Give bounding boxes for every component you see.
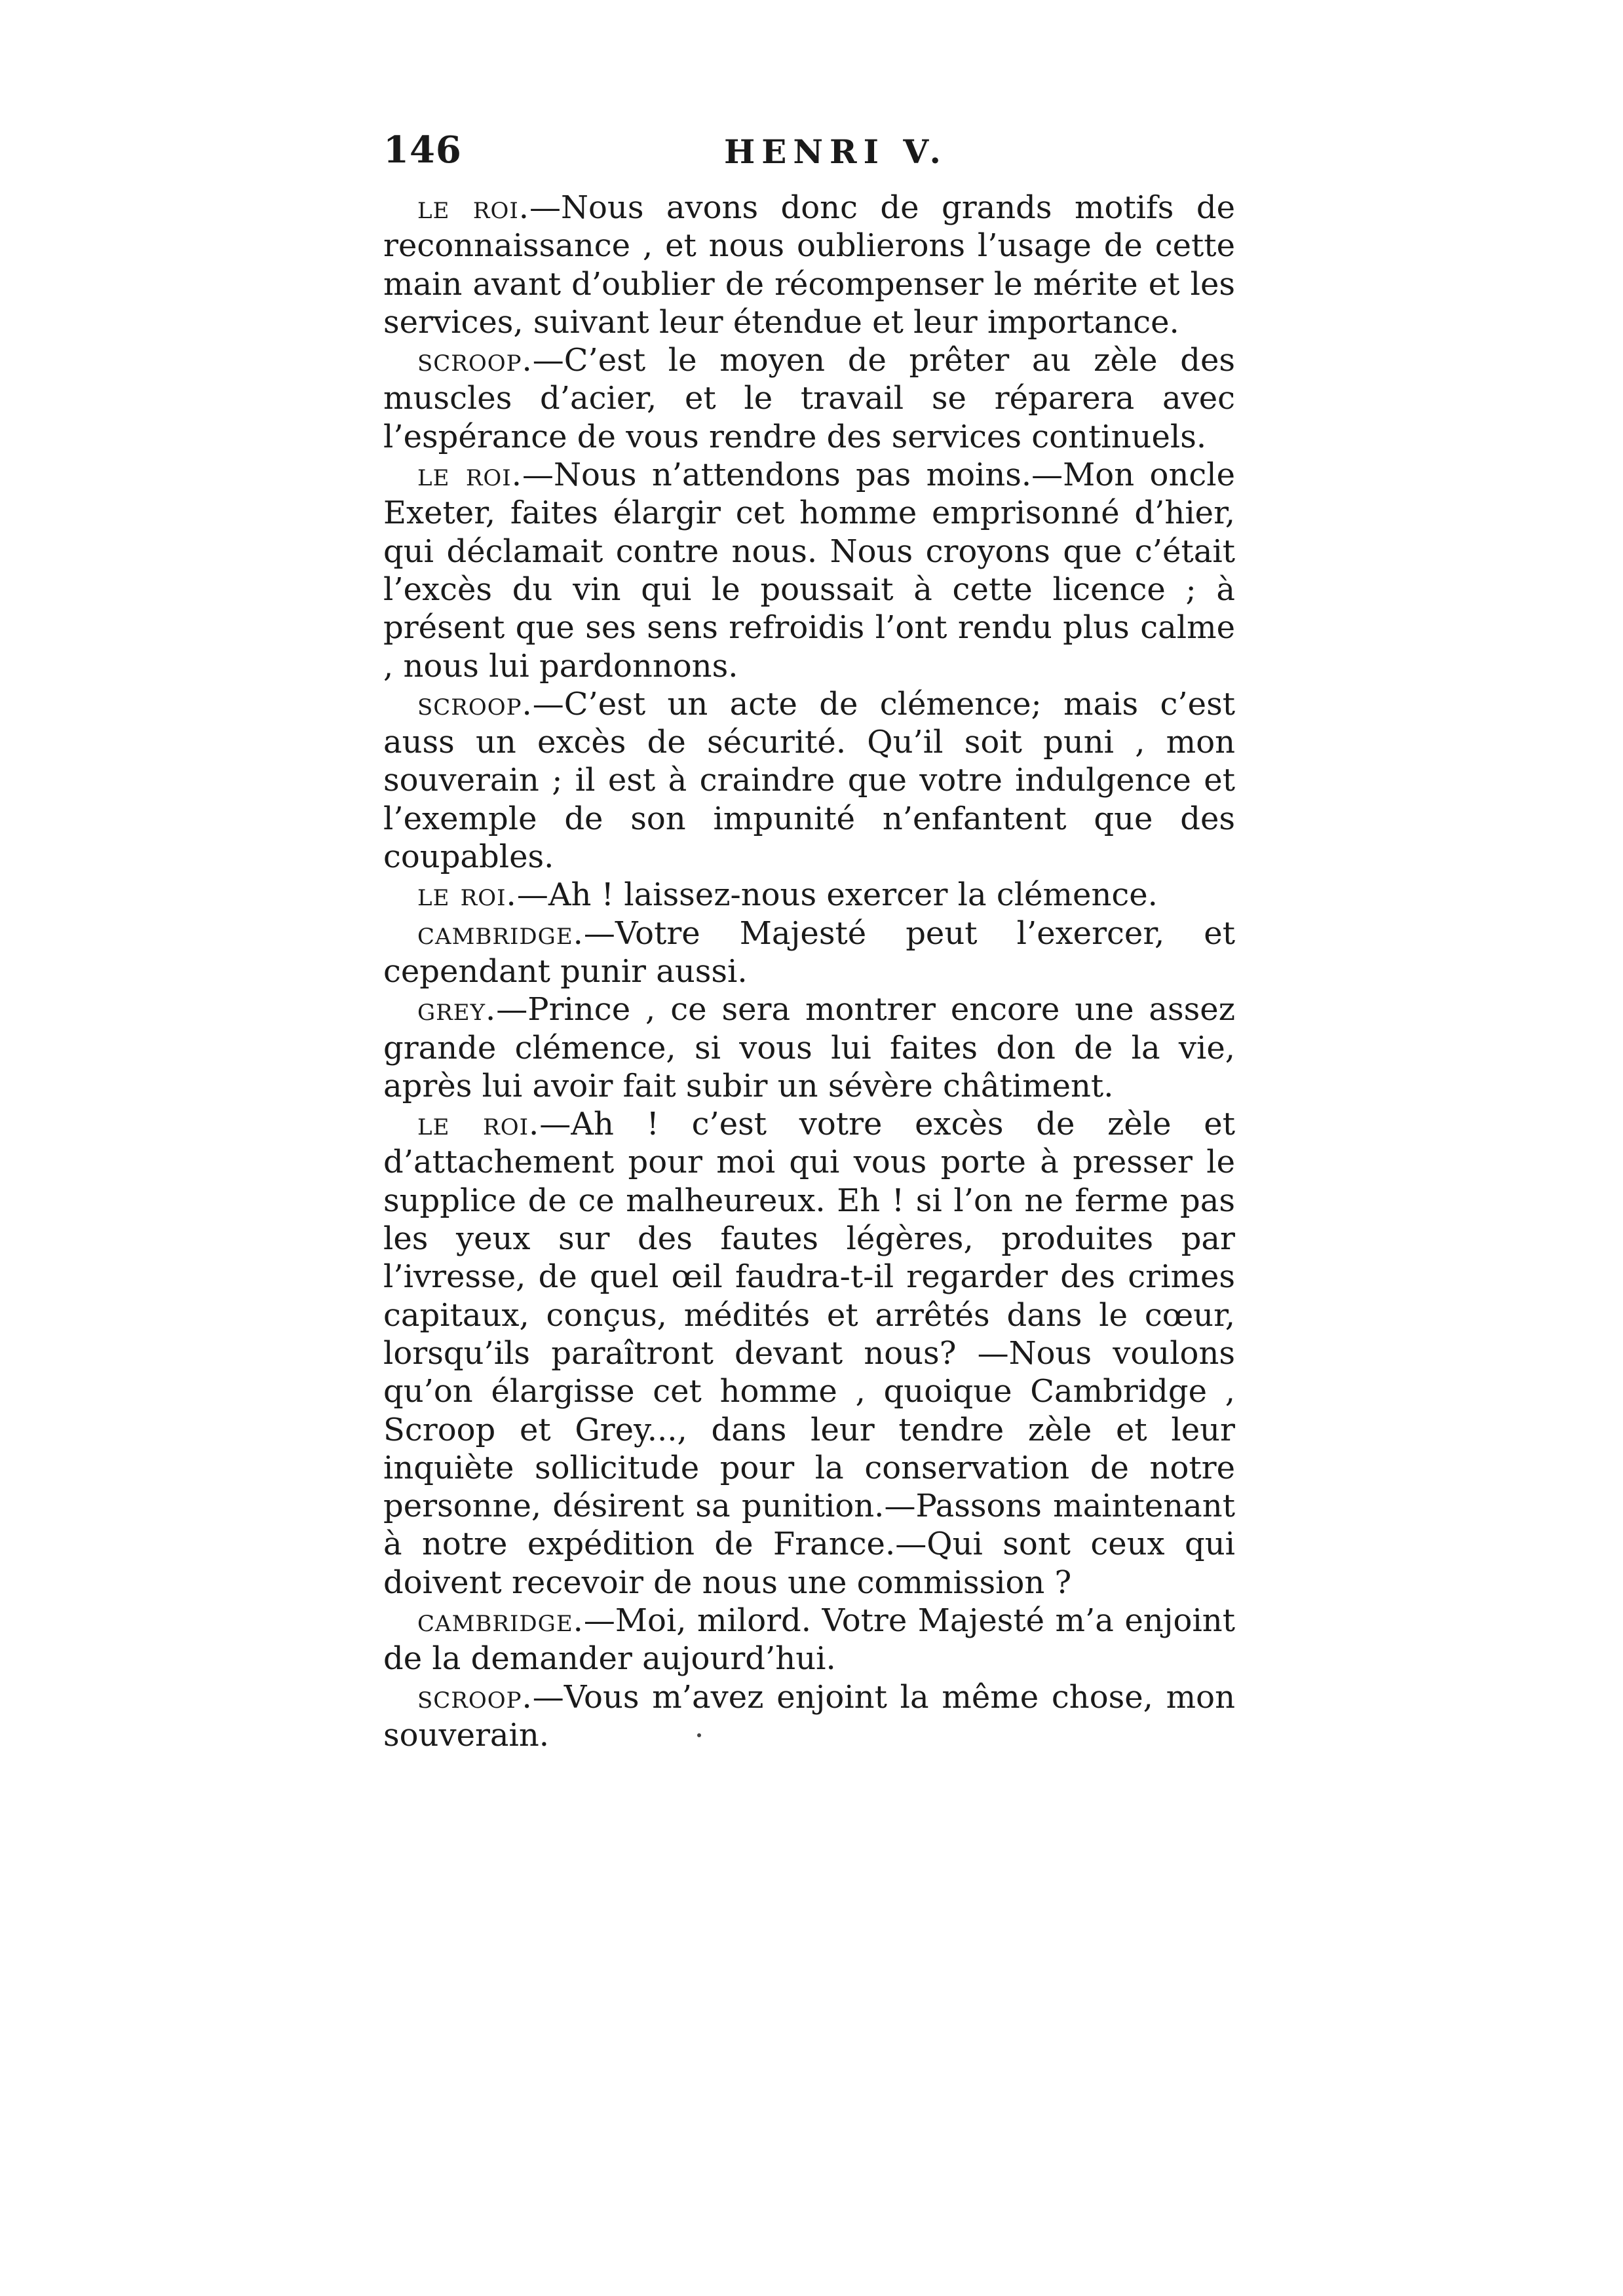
dialogue-paragraph bbox=[383, 1678, 1235, 1755]
speech-text: —C’est un acte de clémence; mais c’est auss un excès de sécurité. Qu’il soit puni , mon souverain ; il est à craindre que votre indulgence et l’exemple de son impunité n’enfantent que des coupables. bbox=[383, 685, 1235, 876]
speaker-name: le roi. bbox=[417, 1106, 540, 1143]
speech-text: —C’est le moyen de prêter au zèle des muscles d’acier, et le travail se réparera avec l’espérance de vous rendre des services continuels. bbox=[383, 342, 1235, 455]
page-number: 146 bbox=[383, 128, 462, 172]
speaker-name: grey. bbox=[417, 991, 497, 1028]
speaker-name: le roi. bbox=[417, 876, 517, 914]
dialogue-paragraph bbox=[383, 876, 1235, 914]
speaker-name: scroop. bbox=[417, 342, 533, 379]
dialogue-paragraph bbox=[383, 456, 1235, 685]
speaker-name: le roi. bbox=[417, 189, 530, 226]
speech-text: —Moi, milord. Votre Majesté m’a enjoint de la demander aujourd’hui. bbox=[383, 1602, 1235, 1678]
speaker-name: scroop. bbox=[417, 1678, 533, 1716]
dialogue-text bbox=[383, 189, 1235, 1754]
speech-text: —Nous n’attendons pas moins.—Mon oncle Exeter, faites élargir cet homme emprisonné d’hier, qui déclamait contre nous. Nous croyons que c’était l’excès du vin qui le poussait à cette licence ; à présent que ses sens refroidis l’ont rendu plus calme , nous lui pardonnons. bbox=[383, 457, 1235, 685]
dialogue-paragraph bbox=[383, 990, 1235, 1105]
dialogue-paragraph bbox=[383, 1105, 1235, 1602]
speech-text: —Vous m’avez enjoint la même chose, mon souverain. bbox=[383, 1678, 1235, 1754]
speaker-name: cambridge. bbox=[417, 1602, 584, 1639]
speaker-name: scroop. bbox=[417, 685, 533, 723]
dialogue-paragraph bbox=[383, 1602, 1235, 1678]
speaker-name: le roi. bbox=[417, 457, 522, 494]
speech-text: —Nous avons donc de grands motifs de reconnaissance , et nous oublierons l’usage de cette main avant d’oublier de récompenser le mérite et les services, suivant leur étendue et leur importance. bbox=[383, 189, 1236, 341]
speaker-name: cambridge. bbox=[417, 914, 584, 952]
speech-text: —Ah ! c’est votre excès de zèle et d’attachement pour moi qui vous porte à presser le supplice de ce malheureux. Eh ! si l’on ne ferme pas les yeux sur des fautes légères, produites par l’ivresse, de quel œil faudra-t-il regarder des crimes capitaux, conçus, médités et arrêtés dans le cœur, lorsqu’ils paraîtront devant nous? —Nous voulons qu’on élargisse cet homme , quoique Cambridge , Scroop et Grey..., dans leur tendre zèle et leur inquiète sollicitude pour la conservation de notre personne, désirent sa punition.—Passons maintenant à notre expédition de France.—Qui sont ceux qui doivent recevoir de nous une commission ? bbox=[383, 1106, 1235, 1601]
running-head bbox=[383, 128, 1235, 174]
end-dot bbox=[697, 1733, 701, 1737]
dialogue-paragraph bbox=[383, 189, 1235, 341]
dialogue-paragraph bbox=[383, 914, 1235, 991]
speech-text: —Ah ! laissez-nous exercer la clémence. bbox=[516, 876, 1158, 914]
dialogue-paragraph bbox=[383, 685, 1235, 876]
dialogue-paragraph bbox=[383, 341, 1235, 456]
running-title: HENRI V. bbox=[724, 132, 947, 171]
speech-text: —Votre Majesté peut l’exercer, et cependant punir aussi. bbox=[383, 914, 1235, 990]
speech-text: —Prince , ce sera montrer encore une assez grande clémence, si vous lui faites don de la vie, après lui avoir fait subir un sévère châtiment. bbox=[383, 991, 1235, 1104]
